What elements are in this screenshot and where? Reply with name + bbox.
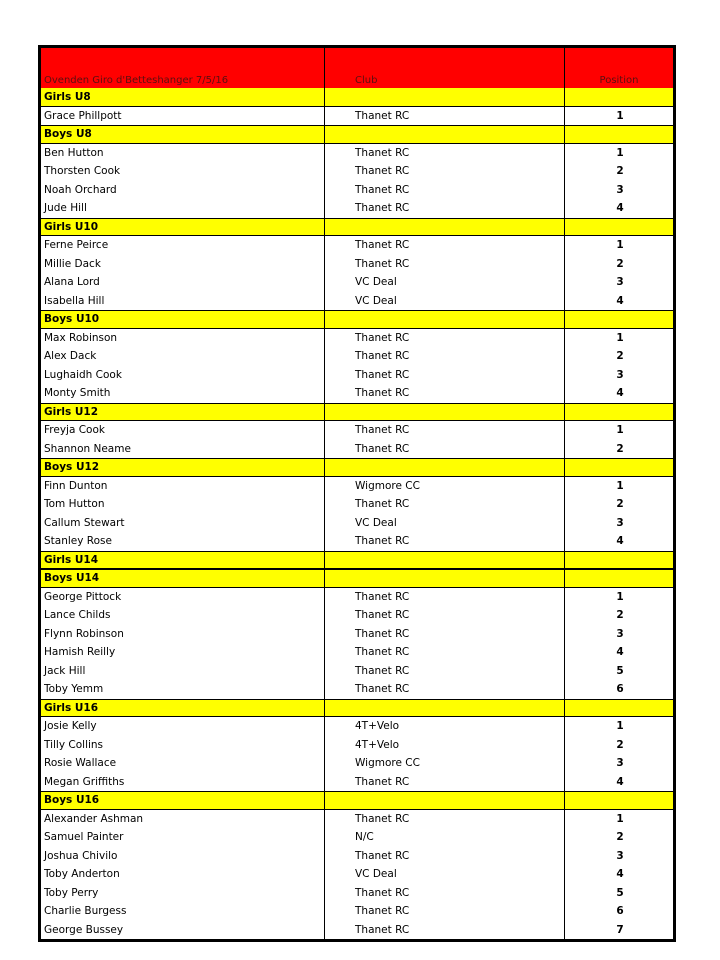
rider-club: Thanet RC — [325, 347, 565, 366]
rider-club: 4T+Velo — [325, 736, 565, 755]
category-club-cell — [325, 570, 565, 587]
category-label: Boys U10 — [41, 311, 325, 328]
rider-club: Thanet RC — [325, 921, 565, 940]
rider-name: Ben Hutton — [41, 144, 325, 163]
rider-name: Stanley Rose — [41, 532, 325, 551]
rider-position: 4 — [616, 775, 624, 788]
table-row — [41, 440, 673, 459]
category-club-cell — [325, 219, 565, 236]
rider-position: 1 — [616, 720, 624, 733]
rider-name: Freyja Cook — [41, 421, 325, 440]
table-row — [41, 606, 673, 625]
rider-club: Thanet RC — [325, 810, 565, 829]
rider-club: Thanet RC — [325, 440, 565, 459]
rider-club: Wigmore CC — [325, 754, 565, 773]
category-row — [41, 88, 673, 107]
rider-position: 1 — [616, 479, 624, 492]
table-row — [41, 828, 673, 847]
rider-position: 6 — [616, 905, 624, 918]
rider-name: Thorsten Cook — [41, 162, 325, 181]
rider-club: N/C — [325, 828, 565, 847]
category-label: Girls U16 — [41, 700, 325, 717]
rider-position: 4 — [616, 202, 624, 215]
table-row — [41, 810, 673, 829]
rider-name: Noah Orchard — [41, 181, 325, 200]
rider-club: Thanet RC — [325, 366, 565, 385]
rider-name: Samuel Painter — [41, 828, 325, 847]
rider-club: Thanet RC — [325, 181, 565, 200]
rider-club: Wigmore CC — [325, 477, 565, 496]
rider-club: Thanet RC — [325, 773, 565, 792]
rider-position: 1 — [616, 331, 624, 344]
rider-position: 4 — [616, 387, 624, 400]
table-row — [41, 514, 673, 533]
category-club-cell — [325, 459, 565, 476]
rider-name: Megan Griffiths — [41, 773, 325, 792]
category-position-cell — [565, 570, 673, 587]
rider-position: 6 — [616, 683, 624, 696]
rider-position: 3 — [616, 849, 624, 862]
rider-name: Tom Hutton — [41, 495, 325, 514]
rider-name: Charlie Burgess — [41, 902, 325, 921]
table-row — [41, 588, 673, 607]
rider-club: Thanet RC — [325, 384, 565, 403]
table-row — [41, 181, 673, 200]
category-label: Boys U8 — [41, 126, 325, 143]
rider-position: 2 — [616, 831, 624, 844]
rider-name: Isabella Hill — [41, 292, 325, 311]
rider-club: Thanet RC — [325, 495, 565, 514]
rider-position: 3 — [616, 276, 624, 289]
rider-club: VC Deal — [325, 514, 565, 533]
rider-club: 4T+Velo — [325, 717, 565, 736]
category-label: Girls U10 — [41, 219, 325, 236]
table-row — [41, 273, 673, 292]
category-label: Girls U14 — [41, 552, 325, 569]
rider-club: VC Deal — [325, 273, 565, 292]
rider-name: Finn Dunton — [41, 477, 325, 496]
rider-position: 1 — [616, 812, 624, 825]
rider-position: 2 — [616, 257, 624, 270]
rider-club: Thanet RC — [325, 884, 565, 903]
rider-position: 5 — [616, 886, 624, 899]
rider-club: Thanet RC — [325, 421, 565, 440]
rider-position: 1 — [616, 146, 624, 159]
rider-name: Toby Perry — [41, 884, 325, 903]
rider-club: Thanet RC — [325, 162, 565, 181]
category-row — [41, 218, 673, 237]
table-row — [41, 662, 673, 681]
category-label: Girls U8 — [41, 88, 325, 106]
rider-name: Millie Dack — [41, 255, 325, 274]
rider-club: VC Deal — [325, 865, 565, 884]
table-row — [41, 366, 673, 385]
table-row — [41, 329, 673, 348]
rider-position: 4 — [616, 535, 624, 548]
table-row — [41, 865, 673, 884]
rider-club: Thanet RC — [325, 255, 565, 274]
table-row — [41, 144, 673, 163]
rider-position: 3 — [616, 516, 624, 529]
results-table — [38, 45, 676, 942]
rider-position: 4 — [616, 646, 624, 659]
rider-position: 1 — [616, 239, 624, 252]
category-position-cell — [565, 219, 673, 236]
rider-position: 7 — [616, 923, 624, 936]
rider-name: Joshua Chivilo — [41, 847, 325, 866]
rider-name: George Pittock — [41, 588, 325, 607]
category-row — [41, 310, 673, 329]
table-row — [41, 236, 673, 255]
rider-club: Thanet RC — [325, 680, 565, 699]
table-row — [41, 477, 673, 496]
rider-position: 3 — [616, 183, 624, 196]
category-position-cell — [565, 552, 673, 569]
rider-position: 2 — [616, 165, 624, 178]
rider-club: Thanet RC — [325, 329, 565, 348]
category-row — [41, 791, 673, 810]
rider-position: 1 — [616, 424, 624, 437]
position-column-header: Position — [599, 75, 639, 86]
rider-club: Thanet RC — [325, 199, 565, 218]
rider-position: 2 — [616, 609, 624, 622]
category-club-cell — [325, 552, 565, 569]
table-row — [41, 921, 673, 940]
rider-club: Thanet RC — [325, 236, 565, 255]
category-club-cell — [325, 700, 565, 717]
rider-position: 3 — [616, 368, 624, 381]
table-row — [41, 643, 673, 662]
category-position-cell — [565, 88, 673, 106]
rider-name: Josie Kelly — [41, 717, 325, 736]
category-club-cell — [325, 126, 565, 143]
table-row — [41, 680, 673, 699]
category-position-cell — [565, 126, 673, 143]
rider-position: 4 — [616, 294, 624, 307]
table-row — [41, 717, 673, 736]
rider-name: Flynn Robinson — [41, 625, 325, 644]
rider-name: Alex Dack — [41, 347, 325, 366]
rider-position: 2 — [616, 738, 624, 751]
table-body — [41, 88, 673, 939]
table-row — [41, 255, 673, 274]
category-label: Boys U12 — [41, 459, 325, 476]
rider-name: Tilly Collins — [41, 736, 325, 755]
table-row — [41, 421, 673, 440]
rider-club: Thanet RC — [325, 625, 565, 644]
category-row — [41, 403, 673, 422]
rider-club: Thanet RC — [325, 902, 565, 921]
table-row — [41, 292, 673, 311]
table-row — [41, 347, 673, 366]
category-label: Boys U16 — [41, 792, 325, 809]
rider-position: 1 — [616, 109, 624, 122]
category-row — [41, 551, 673, 570]
rider-position: 5 — [616, 664, 624, 677]
table-row — [41, 625, 673, 644]
table-row — [41, 495, 673, 514]
category-club-cell — [325, 311, 565, 328]
rider-position: 2 — [616, 498, 624, 511]
rider-position: 1 — [616, 590, 624, 603]
category-position-cell — [565, 700, 673, 717]
rider-name: Toby Anderton — [41, 865, 325, 884]
rider-club: Thanet RC — [325, 588, 565, 607]
table-row — [41, 754, 673, 773]
rider-name: Alana Lord — [41, 273, 325, 292]
table-row — [41, 532, 673, 551]
category-club-cell — [325, 88, 565, 106]
category-club-cell — [325, 404, 565, 421]
rider-name: Ferne Peirce — [41, 236, 325, 255]
table-row — [41, 162, 673, 181]
category-row — [41, 569, 673, 588]
rider-position: 2 — [616, 350, 624, 363]
rider-club: Thanet RC — [325, 532, 565, 551]
rider-club: Thanet RC — [325, 107, 565, 126]
table-row — [41, 199, 673, 218]
category-position-cell — [565, 459, 673, 476]
table-row — [41, 736, 673, 755]
table-row — [41, 902, 673, 921]
category-position-cell — [565, 311, 673, 328]
category-position-cell — [565, 404, 673, 421]
category-row — [41, 699, 673, 718]
header-row — [41, 48, 673, 88]
rider-name: Toby Yemm — [41, 680, 325, 699]
table-row — [41, 773, 673, 792]
table-row — [41, 384, 673, 403]
rider-name: Monty Smith — [41, 384, 325, 403]
table-row — [41, 107, 673, 126]
rider-name: Max Robinson — [41, 329, 325, 348]
rider-position: 4 — [616, 868, 624, 881]
category-club-cell — [325, 792, 565, 809]
category-label: Boys U14 — [41, 570, 325, 587]
club-column-header: Club — [325, 48, 565, 88]
rider-club: Thanet RC — [325, 144, 565, 163]
rider-club: Thanet RC — [325, 606, 565, 625]
rider-name: Lughaidh Cook — [41, 366, 325, 385]
event-title: Ovenden Giro d'Betteshanger 7/5/16 — [41, 48, 325, 88]
rider-name: Callum Stewart — [41, 514, 325, 533]
rider-position: 3 — [616, 627, 624, 640]
category-label: Girls U12 — [41, 404, 325, 421]
rider-name: George Bussey — [41, 921, 325, 940]
rider-name: Hamish Reilly — [41, 643, 325, 662]
rider-club: Thanet RC — [325, 643, 565, 662]
rider-name: Shannon Neame — [41, 440, 325, 459]
rider-name: Grace Phillpott — [41, 107, 325, 126]
table-row — [41, 847, 673, 866]
rider-club: Thanet RC — [325, 662, 565, 681]
rider-club: VC Deal — [325, 292, 565, 311]
category-row — [41, 458, 673, 477]
rider-name: Alexander Ashman — [41, 810, 325, 829]
rider-position: 2 — [616, 442, 624, 455]
rider-name: Lance Childs — [41, 606, 325, 625]
rider-name: Jude Hill — [41, 199, 325, 218]
rider-name: Rosie Wallace — [41, 754, 325, 773]
table-row — [41, 884, 673, 903]
rider-name: Jack Hill — [41, 662, 325, 681]
category-position-cell — [565, 792, 673, 809]
category-row — [41, 125, 673, 144]
rider-club: Thanet RC — [325, 847, 565, 866]
rider-position: 3 — [616, 757, 624, 770]
